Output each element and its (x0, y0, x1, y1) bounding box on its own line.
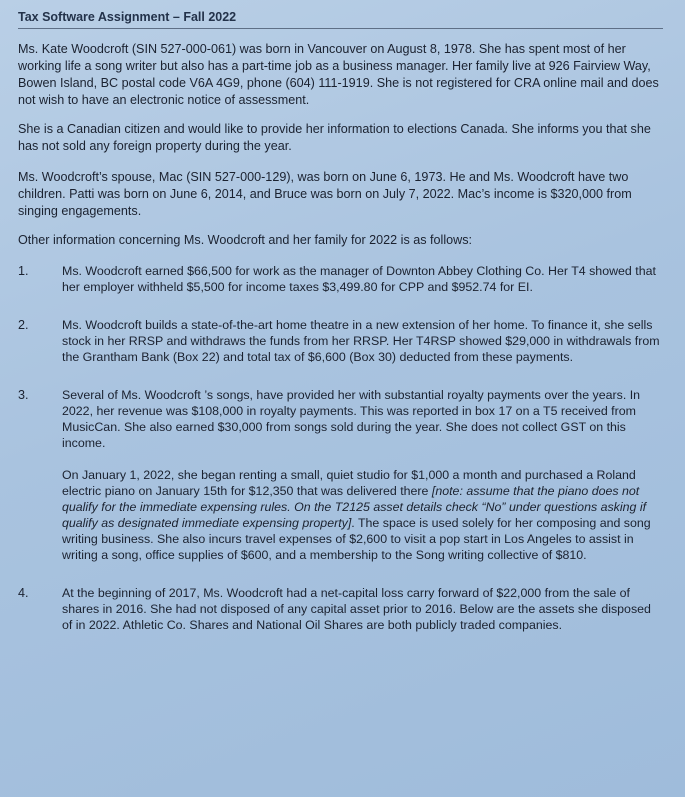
item-number: 1. (18, 264, 29, 278)
studio-note: [note: assume that the piano does not qualify for the immediate expensing rules. On the T2125 asset details check “No” under questions asking if qualify as designated immediate expensing property] (62, 484, 647, 530)
list-item-4 (18, 585, 663, 633)
item-text: At the beginning of 2017, Ms. Woodcroft had a net-capital loss carry forward of $22,000 from the sale of shares in 2016. She had not disposed of any capital asset prior to 2016. Below are the assets she disposed of in 2022. Athletic Co. Shares and National Oil Shares are both publicly traded companies. (62, 586, 651, 632)
item-number: 2. (18, 318, 29, 332)
list-item-3 (18, 387, 663, 563)
paragraph-spouse: Ms. Woodcroft’s spouse, Mac (SIN 527-000-129), was born on June 6, 1973. He and Ms. Woodcroft have two children. Patti was born on June 6, 2014, and Bruce was born on July 7, 2022. Mac’s income is $320,000 from singing engagements. (18, 170, 632, 218)
paragraph-citizenship: She is a Canadian citizen and would like to provide her information to elections Canada. She informs you that she has not sold any foreign property during the year. (18, 122, 651, 153)
paragraph-personal-info: Ms. Kate Woodcroft (SIN 527-000-061) was born in Vancouver on August 8, 1978. She has spent most of her working life a song writer but also has a part-time job as a business manager. Her family live at 926 Fairview Way, Bowen Island, BC postal code V6A 4G9, phone (604) 111-1919. She is not registered for CRA online mail and does not wish to have an electronic notice of assessment. (18, 42, 659, 107)
studio-text-a: On January 1, 2022, she began renting a small, quiet studio for $1,000 a month and purchased a Roland electric piano on January 15th for $12,350 that was delivered there (62, 468, 636, 498)
item-number: 3. (18, 388, 29, 402)
list-item-2 (18, 317, 663, 365)
list-item-1 (18, 263, 663, 295)
item-text: Ms. Woodcroft earned $66,500 for work as the manager of Downton Abbey Clothing Co. Her T4 showed that her employer withheld $5,500 for income taxes $3,499.80 for CPP and $952.74 for EI. (62, 264, 656, 294)
paragraph-other-info-lead: Other information concerning Ms. Woodcroft and her family for 2022 is as follows: (18, 233, 473, 247)
item-text: Ms. Woodcroft builds a state-of-the-art home theatre in a new extension of her home. To finance it, she sells stock in her RRSP and withdraws the funds from her RRSP. Her T4RSP showed $29,000 in withdrawals from the Grantham Bank (Box 22) and total tax of $6,600 (Box 30) deducted from these payments. (62, 318, 660, 364)
item-number: 4. (18, 586, 29, 600)
page-title: Tax Software Assignment – Fall 2022 (18, 10, 663, 29)
item-text: Several of Ms. Woodcroft ’s songs, have provided her with substantial royalty payments over the years. In 2022, her revenue was $108,000 in royalty payments. This was reported in box 17 on a T5 received from MusicCan. She also earned $30,000 from songs sold during the year. She does not collect GST on this income. (62, 388, 641, 450)
studio-text-b: . The space is used solely for her composing and song writing business. She also incurs travel expenses of $2,600 to visit a pop start in Los Angeles to assist in writing a song, office supplies of $600, and a membership to the Song writing collective of $810. (62, 516, 651, 562)
item-text-studio (62, 467, 663, 563)
